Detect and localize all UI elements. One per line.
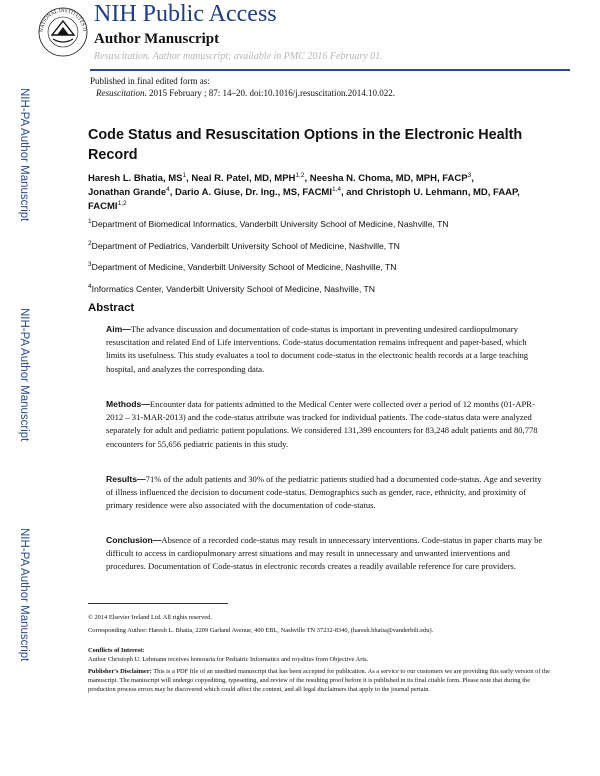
journal-name: Resuscitation — [96, 88, 145, 98]
abstract-aim — [106, 323, 546, 376]
affiliation-text: Informatics Center, Vanderbilt University School of Medicine, Nashville, TN — [91, 283, 376, 294]
author-separator: , — [186, 173, 192, 184]
author-name: Jonathan Grande — [88, 187, 167, 198]
affiliation-text: Department of Biomedical Informatics, Vanderbilt University School of Medicine, Nashville, TN — [91, 219, 449, 229]
author-name: Neesha N. Choma, MD, MPH, FACP — [309, 173, 468, 184]
affiliation — [88, 283, 558, 295]
author-separator: , — [304, 173, 310, 184]
conclusion-lead: Conclusion— — [106, 535, 162, 545]
author-affil-ref: 4 — [166, 185, 170, 193]
author-list — [88, 172, 548, 214]
author-name: Christoph U. Lehmann, MD, FAAP, FACMI — [88, 187, 520, 212]
aim-lead: Aim— — [106, 324, 131, 334]
footnote-divider — [88, 603, 228, 604]
author-affil-ref: 1,4 — [331, 185, 342, 193]
results-text: 71% of the adult patients and 30% of the pediatric patients studied had a documented code-status. Age and severity of illness influenced the decision to document code-status. Demographics such as gender, race, ethnicity, and proximity of primary residence were also associated with the documentation of code-status. — [106, 474, 542, 511]
methods-lead: Methods— — [106, 399, 150, 409]
conclusion-text: Absence of a recorded code-status may result in unnecessary interventions. Code-status in paper charts may be difficult to access in cardiopulmonary arrest situations and may result in unnecessary and unwanted interventions and procedures. Documentation of Code-status in electronic records creates a readily available reference for care providers. — [106, 535, 543, 572]
conflicts-of-interest — [88, 647, 558, 665]
author-affil-ref: 1,2 — [295, 171, 305, 179]
abstract-conclusion — [106, 534, 546, 574]
publisher-disclaimer — [88, 668, 558, 694]
affiliation-number: 2 — [88, 239, 92, 247]
brand-subtitle: Author Manuscript — [94, 31, 220, 47]
coi-text: Author Christoph U. Lehmann receives honoraria for Pediatric Informatics and royalties from Objective Arts. — [88, 655, 369, 663]
affiliation — [88, 240, 558, 252]
affiliation-number: 4 — [88, 282, 92, 290]
seal-text: NATIONAL INSTITUTES O — [38, 7, 88, 33]
abstract-methods — [106, 398, 546, 451]
header-divider — [90, 69, 570, 71]
copyright-notice: © 2014 Elsevier Ireland Ltd. All rights reserved. — [88, 614, 212, 621]
author-affil-ref: 1,2 — [117, 199, 127, 207]
corresponding-author: Corresponding Author: Haresh L. Bhatia, 2209 Garland Avenue, 400 EBL, Nashville TN 37232-8340, (haresh.bhatia@vanderbilt.edu). — [88, 627, 434, 634]
citation — [90, 87, 395, 99]
author-separator: , — [169, 187, 176, 198]
sidebar-label: NIH-PA Author Manuscript — [18, 528, 30, 662]
nih-seal-logo — [37, 6, 89, 58]
affiliation-text: Department of Medicine, Vanderbilt University School of Medicine, Nashville, TN — [91, 262, 397, 273]
availability-note: Resuscitation. Author manuscript; available in PMC 2016 February 01. — [94, 51, 383, 62]
affiliation-text: Department of Pediatrics, Vanderbilt University School of Medicine, Nashville, TN — [91, 240, 400, 251]
citation-details: . 2015 February ; 87: 14–20. doi:10.1016/j.resuscitation.2014.10.022. — [144, 88, 395, 98]
author-affil-ref: 1 — [182, 171, 187, 179]
affiliation — [88, 261, 558, 273]
affiliation — [88, 218, 558, 230]
sidebar-label: NIH-PA Author Manuscript — [18, 88, 30, 222]
author-separator: , — [471, 173, 474, 184]
abstract-heading: Abstract — [88, 302, 135, 314]
publication-info — [90, 75, 395, 99]
methods-text: Encounter data for patients admitted to the Medical Center were collected over a period of 12 months (01-APR-2012 – 31-MAR-2013) and the code-status attribute was tracked for individual patients. The code-status data were analyzed separately for adult and pediatric patient populations. We considered 131,399 encounters for 83,248 adult patients and 80,778 encounters for 55,656 pediatric patients in this study. — [106, 399, 538, 449]
coi-heading: Conflicts of Interest: — [88, 647, 145, 654]
brand-title: NIH Public Access — [94, 1, 277, 27]
results-lead: Results— — [106, 474, 146, 484]
author-name: Dario A. Giuse, Dr. Ing., MS, FACMI — [175, 187, 332, 198]
disclaimer-heading: Publisher's Disclaimer: — [88, 668, 152, 675]
aim-text: The advance discussion and documentation of code-status is important in preventing undesired cardiopulmonary resuscitation and related End of Life interventions. Code-status documentation remains infrequent and paper-based, which limits its usefulness. This study evaluates a tool to document code-status in the electronic health records at a large teaching hospital, and analyzes the corresponding data. — [106, 324, 529, 374]
article-title: Code Status and Resuscitation Options in the Electronic Health Record — [88, 127, 523, 163]
published-label: Published in final edited form as: — [90, 76, 210, 86]
abstract-results — [106, 473, 546, 513]
author-separator: , and — [341, 187, 366, 198]
affiliations — [88, 218, 558, 304]
disclaimer-text: This is a PDF file of an unedited manuscript that has been accepted for publication. As a service to our customers we are providing this early version of the manuscript. The manuscript will undergo copyediting, typesetting, and review of the resulting proof before it is published in its final citable form. Please note that during the production process errors may be discovered which could affect the content, and all legal disclaimers that apply to the journal pertain. — [88, 668, 550, 693]
author-name: Neal R. Patel, MD, MPH — [191, 173, 296, 184]
affiliation-number: 1 — [88, 218, 92, 226]
sidebar — [12, 78, 30, 718]
author-affil-ref: 3 — [467, 171, 472, 179]
sidebar-label: NIH-PA Author Manuscript — [18, 308, 30, 442]
author-name: Haresh L. Bhatia, MS — [88, 173, 183, 184]
affiliation-number: 3 — [88, 261, 92, 269]
header — [94, 0, 383, 63]
